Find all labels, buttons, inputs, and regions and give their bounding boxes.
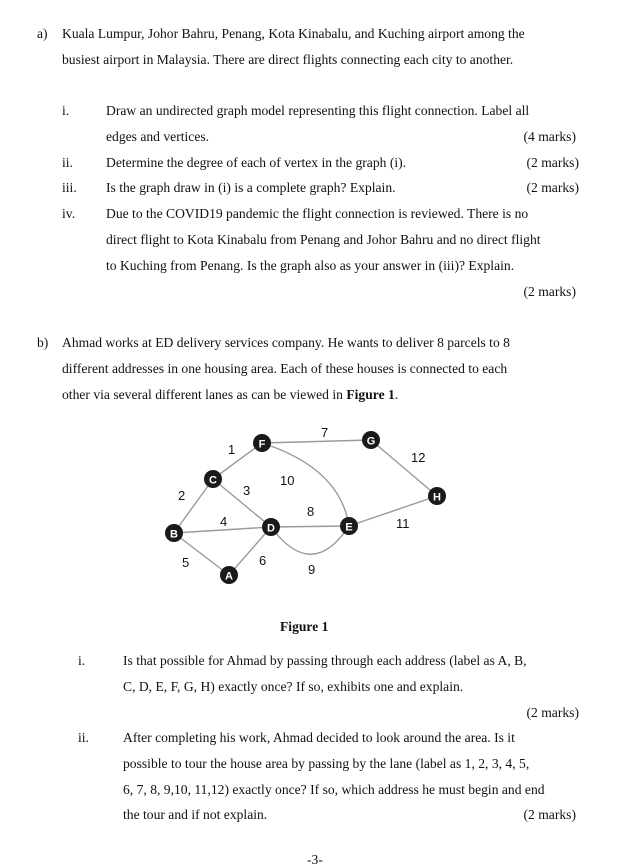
section-a-item-iii-number: iii. — [62, 180, 77, 195]
edge-8 — [271, 526, 349, 527]
edge-labels — [178, 425, 425, 577]
section-a-item-ii-line1: Determine the degree of each of vertex in the graph (i). — [106, 155, 407, 170]
vertex-g — [362, 431, 380, 449]
vertex-d-label: D — [267, 522, 275, 535]
section-a-item-i-marks: (4 marks) — [523, 129, 576, 144]
edge-label-6: 6 — [259, 553, 267, 568]
edge-11 — [349, 496, 437, 526]
vertex-d — [262, 518, 280, 536]
vertex-c-label: C — [209, 474, 217, 487]
vertex-h — [428, 487, 446, 505]
edge-label-8: 8 — [307, 504, 315, 519]
section-b-item-i-line2: C, D, E, F, G, H) exactly once? If so, exhibits one and explain. — [123, 679, 464, 694]
section-a-intro-line1: Kuala Lumpur, Johor Bahru, Penang, Kota Kinabalu, and Kuching airport among the — [62, 26, 525, 41]
vertex-g-label: G — [366, 435, 376, 448]
section-a-item-ii-number: ii. — [62, 155, 73, 170]
edge-label-9: 9 — [308, 562, 316, 577]
figure-reference: Figure 1 — [346, 387, 395, 402]
edge-label-1: 1 — [228, 442, 236, 457]
edge-label-7: 7 — [321, 425, 329, 440]
section-b-item-ii-marks: (2 marks) — [523, 807, 576, 822]
section-a-item-i-number: i. — [62, 103, 70, 118]
section-a-item-iii-marks: (2 marks) — [526, 180, 579, 195]
edge-1 — [213, 443, 262, 479]
section-b-intro-line2: different addresses in one housing area. Each of these houses is connected to each — [62, 361, 508, 376]
section-a-item-ii-marks: (2 marks) — [526, 155, 579, 170]
section-a-item-iv-line2: direct flight to Kota Kinabalu from Penang and Johor Bahru and no direct flight — [106, 232, 541, 247]
section-a-item-iii-line1: Is the graph draw in (i) is a complete graph? Explain. — [106, 180, 396, 195]
edge-label-3: 3 — [243, 483, 251, 498]
edge-7 — [262, 440, 371, 443]
vertex-e — [340, 517, 358, 535]
vertex-f — [253, 434, 271, 452]
vertex-c — [204, 470, 222, 488]
section-b-item-i-marks: (2 marks) — [526, 705, 579, 720]
edge-9 — [271, 526, 349, 554]
vertex-f-label: F — [258, 438, 266, 451]
graph-edges — [174, 440, 437, 575]
section-b-intro-line3-text: other via several different lanes as can be viewed in — [62, 387, 347, 402]
vertex-a-label: A — [225, 570, 233, 583]
section-a-item-i-line2: edges and vertices. — [106, 129, 210, 144]
edge-12 — [371, 440, 437, 496]
vertex-h-label: H — [433, 491, 441, 504]
section-a-label: a) — [37, 26, 48, 41]
vertex-a — [220, 566, 238, 584]
section-a-item-iv-line1: Due to the COVID19 pandemic the flight connection is reviewed. There is no — [106, 206, 529, 221]
section-b-item-i-number: i. — [78, 653, 86, 668]
edge-label-10: 10 — [280, 473, 295, 488]
section-b-item-ii-line1: After completing his work, Ahmad decided to look around the area. Is it — [123, 730, 515, 745]
section-a-item-iv-number: iv. — [62, 206, 76, 221]
vertex-e-label: E — [345, 521, 353, 534]
vertex-b — [165, 524, 183, 542]
figure-caption: Figure 1 — [280, 619, 329, 634]
section-a-item-iv-marks: (2 marks) — [523, 284, 576, 299]
section-b-intro-line3-end: . — [394, 387, 399, 402]
section-b-item-ii-number: ii. — [78, 730, 89, 745]
section-a-item-iv-line3: to Kuching from Penang. Is the graph also as your answer in (iii)? Explain. — [106, 258, 515, 273]
edge-label-12: 12 — [411, 450, 426, 465]
edge-label-2: 2 — [178, 488, 186, 503]
section-b-intro-line1: Ahmad works at ED delivery services company. He wants to deliver 8 parcels to 8 — [62, 335, 510, 350]
section-b-item-ii-line3: 6, 7, 8, 9,10, 11,12) exactly once? If so, which address he must begin and end — [123, 782, 545, 797]
page-number: -3- — [307, 852, 323, 867]
section-b-item-ii-line4: the tour and if not explain. — [123, 807, 268, 822]
edge-label-4: 4 — [220, 514, 228, 529]
section-a-intro-line2: busiest airport in Malaysia. There are direct flights connecting each city to another. — [62, 52, 514, 67]
section-b-item-ii-line2: possible to tour the house area by passing by the lane (label as 1, 2, 3, 4, 5, — [123, 756, 530, 771]
section-b-label: b) — [37, 335, 49, 350]
edge-label-5: 5 — [182, 555, 190, 570]
vertex-b-label: B — [170, 528, 178, 541]
edge-label-11: 11 — [396, 516, 410, 531]
edge-10 — [262, 443, 349, 526]
section-b-item-i-line1: Is that possible for Ahmad by passing through each address (label as A, B, — [123, 653, 527, 668]
section-a-item-i-line1: Draw an undirected graph model representing this flight connection. Label all — [106, 103, 530, 118]
